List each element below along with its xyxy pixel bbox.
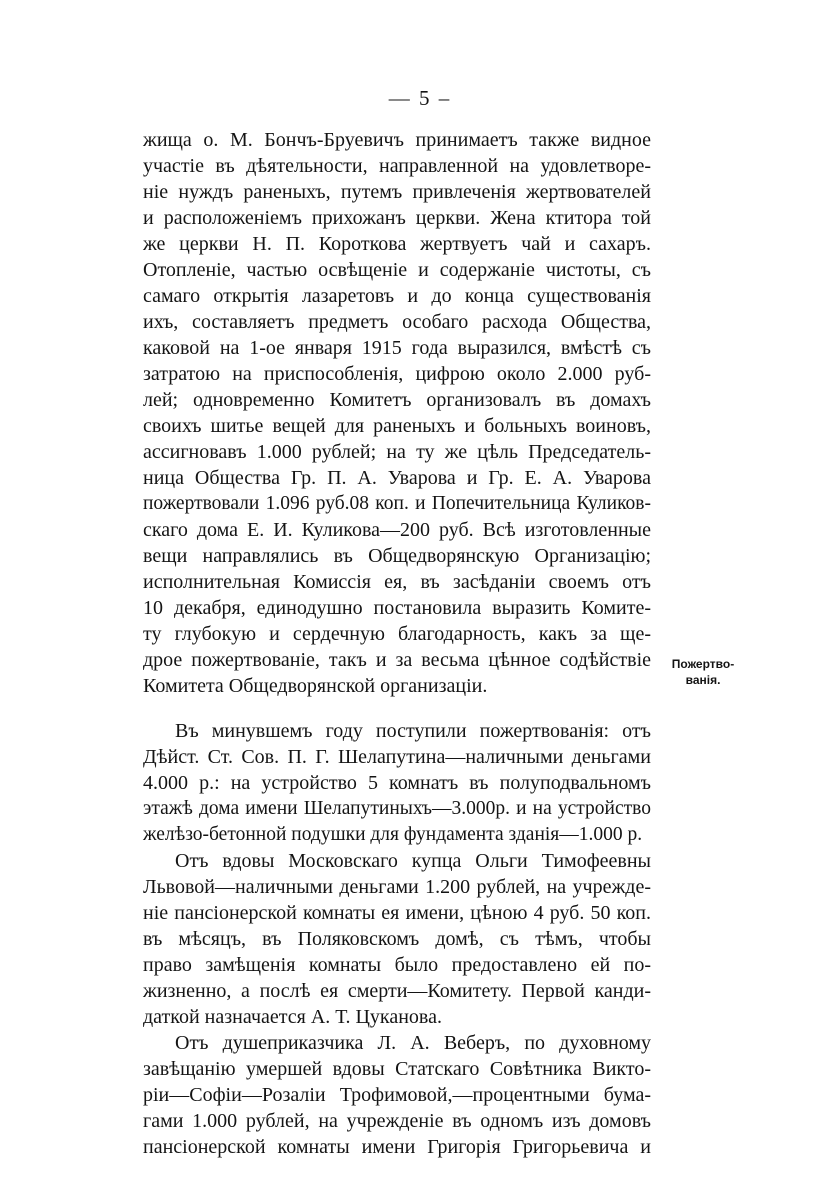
text-line: каковой на 1-ое января 1915 года выразился, вмѣстѣ съ [143, 337, 651, 359]
margin-note-line: ванія. [685, 673, 721, 687]
text-line: дрое пожертвованіе, такъ и за весьма цѣнное содѣйствіе [143, 649, 651, 671]
text-line: Львовой—наличными деньгами 1.200 рублей, на учрежде- [143, 876, 651, 898]
text-line: исполнительная Комиссія ея, въ засѣданіи своемъ отъ [143, 571, 651, 593]
text-line: 10 декабря, единодушно постановила выразить Комите- [143, 597, 651, 619]
text-line: Отъ вдовы Московскаго купца Ольги Тимофеевны [175, 850, 651, 872]
text-line: пансіонерской комнаты имени Григорія Григорьевича и [143, 1136, 651, 1158]
text-line: право замѣщенія комнаты было предоставлено ей по- [143, 954, 651, 976]
text-line: же церкви Н. П. Короткова жертвуетъ чай и сахаръ. [143, 233, 651, 255]
text-line: этажѣ дома имени Шелапутиныхъ—3.000р. и на устройство [143, 798, 651, 819]
text-line: 4.000 р.: на устройство 5 комнатъ въ полуподвальномъ [143, 772, 651, 794]
margin-note-line: Пожертво- [671, 657, 735, 671]
text-line: пожертвовали 1.096 руб.08 коп. и Попечительница Куликов- [143, 493, 651, 514]
text-line: Въ минувшемъ году поступили пожертвованія: отъ [175, 720, 651, 742]
text-line: и расположеніемъ прихожанъ церкви. Жена ктитора той [143, 207, 651, 229]
text-line: скаго дома Е. И. Куликова—200 руб. Всѣ изготовленные [143, 519, 651, 541]
text-line: Комитета Общедворянской организаціи. [143, 675, 488, 697]
text-line: жизненно, а послѣ ея смерти—Комитету. Первой канди- [143, 980, 651, 1002]
text-line: жища о. М. Бончъ-Бруевичъ принимаетъ также видное [143, 129, 651, 151]
text-line: ніе пансіонерской комнаты ея имени, цѣною 4 руб. 50 коп. [143, 902, 651, 924]
text-line: ассигновавъ 1.000 рублей; на ту же цѣль Председатель- [143, 441, 651, 463]
text-line: въ мѣсяцъ, въ Поляковскомъ домѣ, съ тѣмъ, чтобы [143, 928, 651, 950]
text-line: Отопленіе, частью освѣщеніе и содержаніе чистоты, съ [143, 259, 651, 281]
text-line: вещи направлялись въ Общедворянскую Организацію; [143, 545, 651, 567]
text-line: самаго открытія лазаретовъ и до конца существованія [143, 285, 651, 307]
text-line: ніе нуждъ раненыхъ, путемъ привлеченія жертвователей [143, 181, 651, 203]
text-line: затратою на приспособленія, цифрою около 2.000 руб- [143, 363, 651, 385]
text-line: желѣзо-бетонной подушки для фундамента зданія—1.000 р. [143, 824, 643, 845]
page-number: — 5 – [388, 86, 452, 110]
margin-note [668, 656, 738, 688]
text-line: ихъ, составляетъ предметъ особаго расхода Общества, [143, 311, 651, 333]
text-line: лей; одновременно Комитетъ организовалъ въ домахъ [143, 389, 651, 411]
text-line: гами 1.000 рублей, на учрежденіе въ одномъ изъ домовъ [143, 1110, 651, 1132]
text-line: своихъ шитье вещей для раненыхъ и больныхъ воиновъ, [143, 415, 651, 437]
text-line: участіе въ дѣятельности, направленной на удовлетворе- [143, 155, 651, 177]
text-line: Отъ душеприказчика Л. А. Веберъ, по духовному [175, 1032, 651, 1054]
text-line: даткой назначается А. Т. Цуканова. [143, 1006, 442, 1028]
text-line: завѣщанію умершей вдовы Статскаго Совѣтника Викто- [143, 1058, 651, 1080]
text-line: Дѣйст. Ст. Сов. П. Г. Шелапутина—наличными деньгами [143, 746, 651, 768]
text-line: ница Общества Гр. П. А. Уварова и Гр. Е. А. Уварова [143, 467, 651, 489]
text-line: ріи—Софіи—Розаліи Трофимовой,—процентными бума- [143, 1084, 651, 1106]
text-line: ту глубокую и сердечную благодарность, какъ за ще- [143, 623, 651, 645]
